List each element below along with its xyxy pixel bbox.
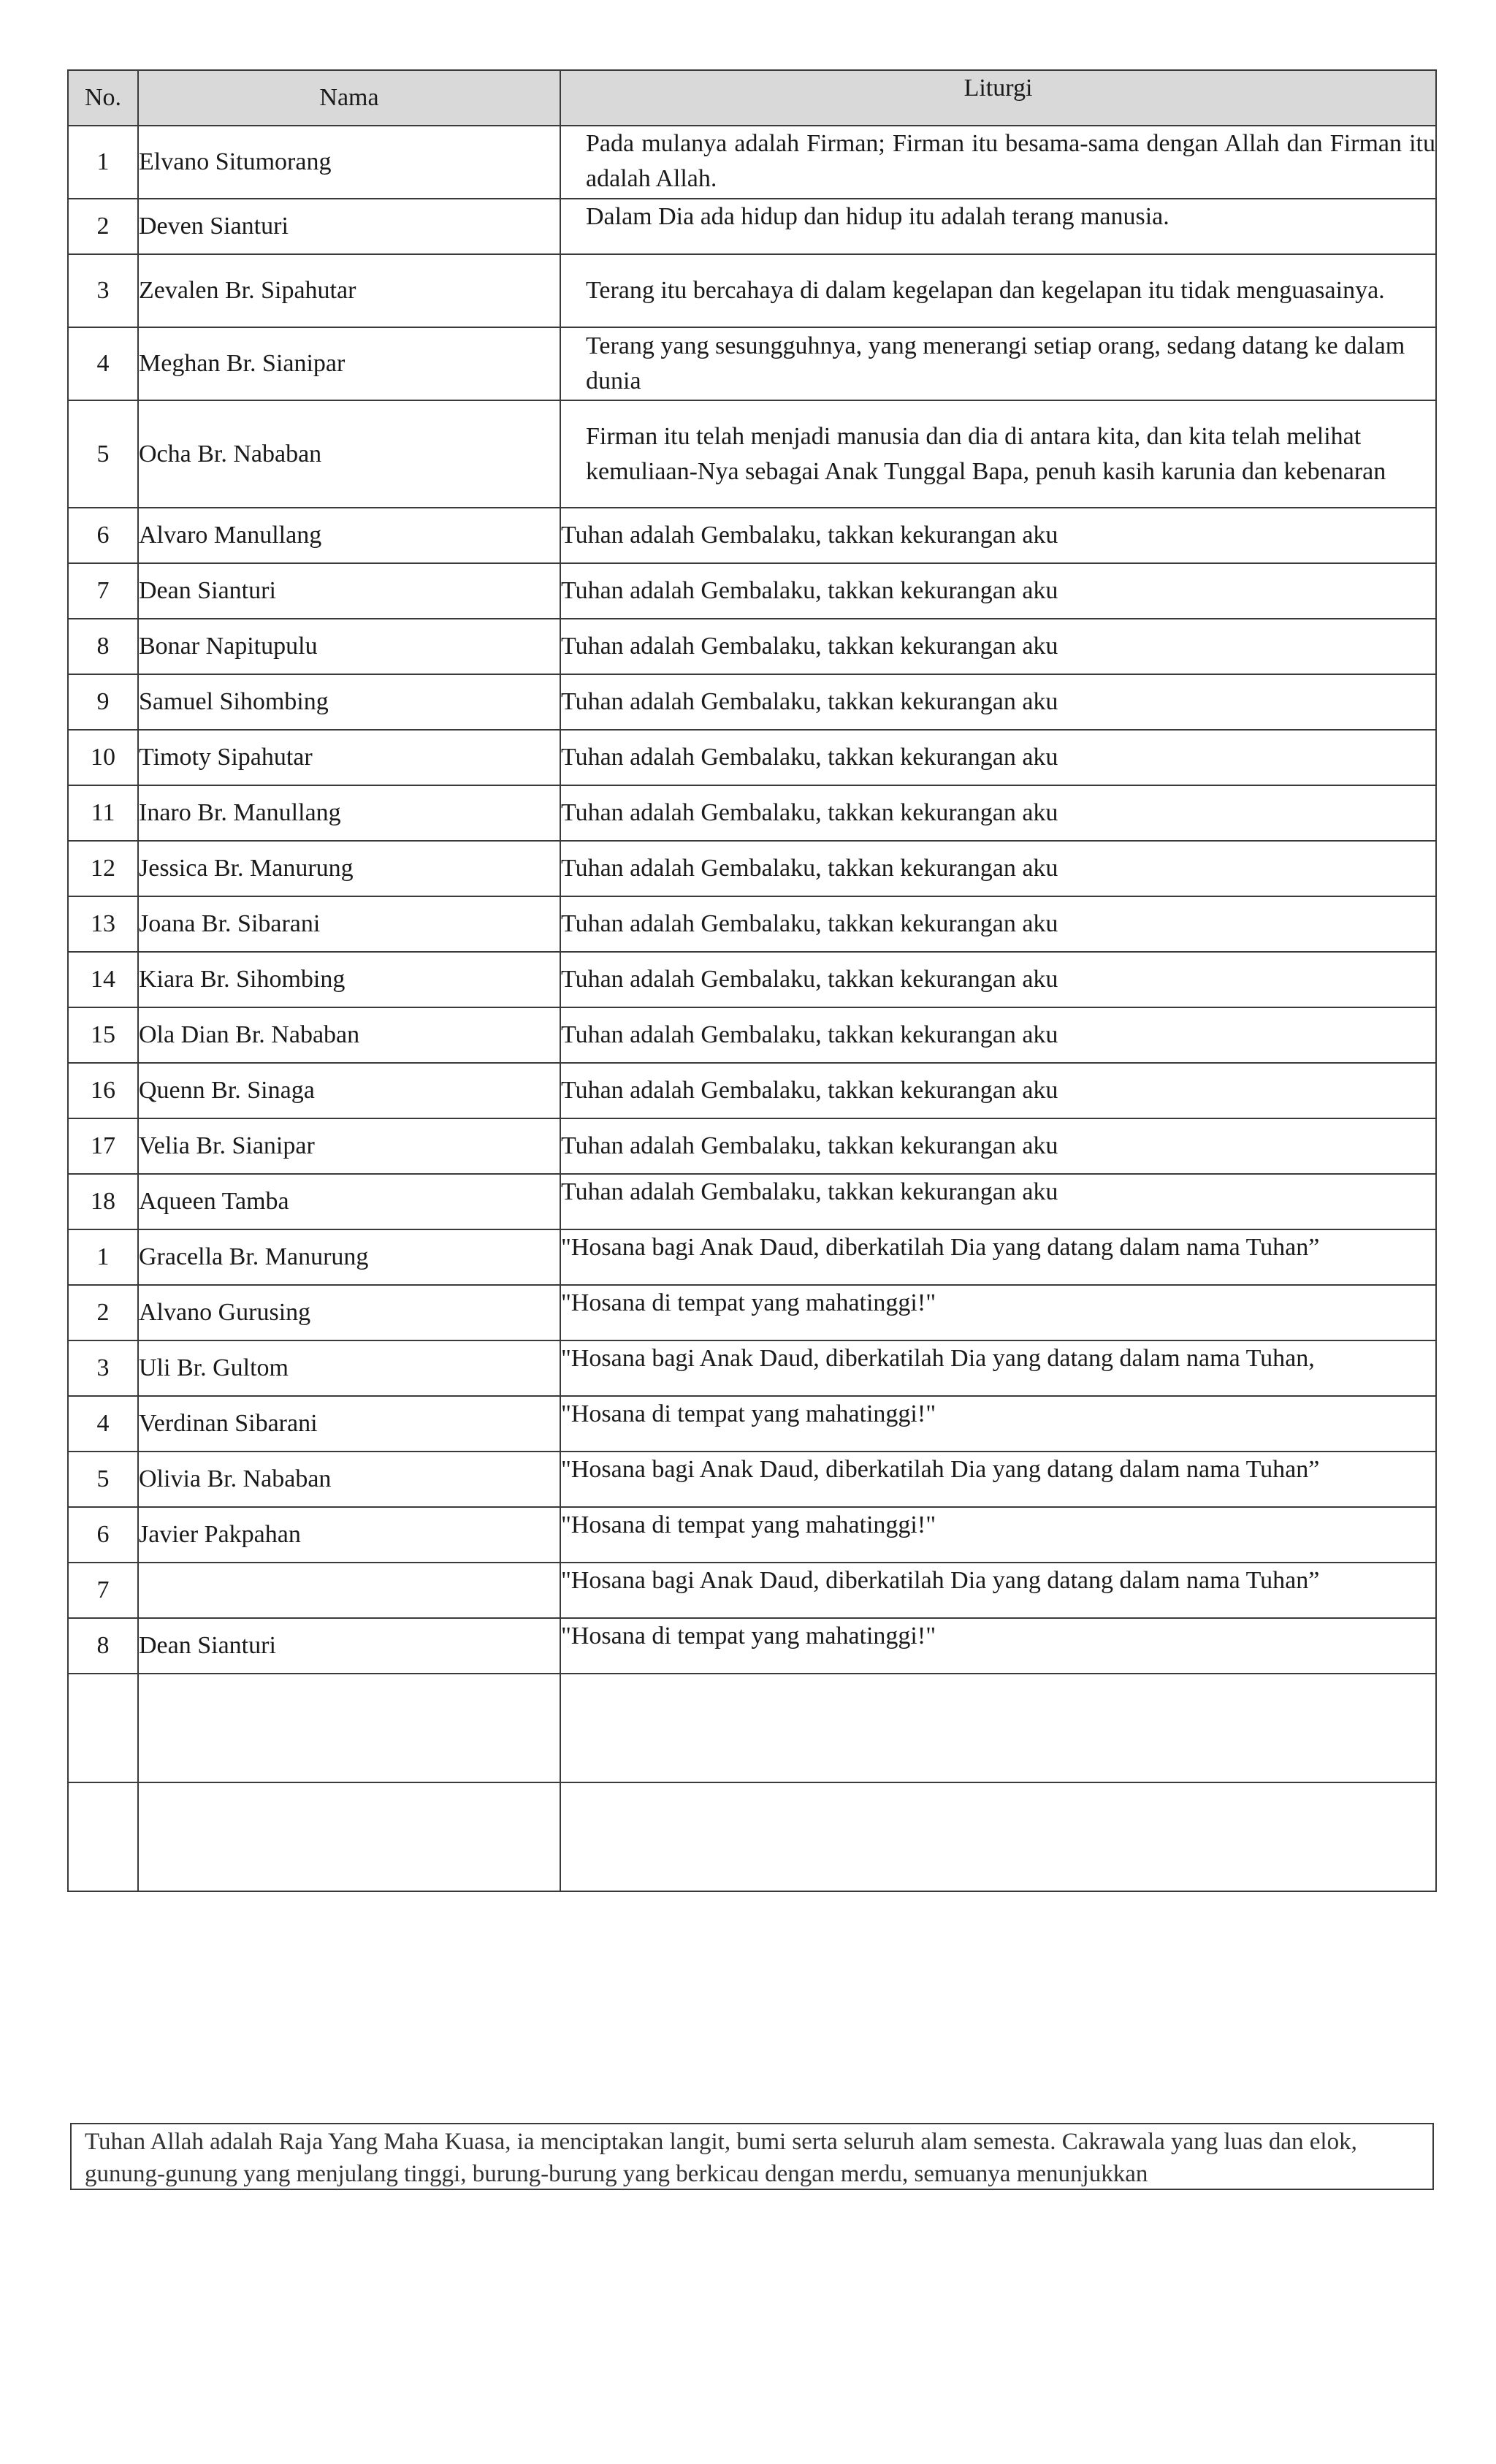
table-row [68,1507,1436,1563]
table-row [68,1174,1436,1229]
row-no: 9 [68,674,138,730]
row-no: 2 [68,199,138,254]
row-liturgi: Tuhan adalah Gembalaku, takkan kekurangan aku [560,730,1436,785]
row-no: 16 [68,1063,138,1118]
liturgy-table [67,69,1437,1892]
row-no: 8 [68,1618,138,1674]
table-row [68,785,1436,841]
row-nama: Joana Br. Sibarani [138,896,560,952]
table-header-row [68,70,1436,126]
row-nama: Jessica Br. Manurung [138,841,560,896]
row-no: 12 [68,841,138,896]
header-no: No. [68,70,138,126]
row-no: 3 [68,254,138,327]
table-row [68,400,1436,508]
row-no: 10 [68,730,138,785]
row-nama [138,1674,560,1782]
table-row [68,199,1436,254]
table-row [68,841,1436,896]
table-row [68,1396,1436,1452]
row-liturgi: Tuhan adalah Gembalaku, takkan kekurangan aku [560,1118,1436,1174]
row-nama: Javier Pakpahan [138,1507,560,1563]
row-nama: Samuel Sihombing [138,674,560,730]
row-no: 7 [68,1563,138,1618]
row-liturgi: Tuhan adalah Gembalaku, takkan kekurangan aku [560,508,1436,563]
table-row [68,1063,1436,1118]
table-row [68,126,1436,199]
row-nama: Kiara Br. Sihombing [138,952,560,1007]
row-nama: Uli Br. Gultom [138,1340,560,1396]
row-liturgi: Pada mulanya adalah Firman; Firman itu besama-sama dengan Allah dan Firman itu adalah Allah. [560,126,1436,199]
row-nama: Meghan Br. Sianipar [138,327,560,400]
row-liturgi: Tuhan adalah Gembalaku, takkan kekurangan aku [560,563,1436,619]
row-no: 5 [68,1452,138,1507]
table-row-empty [68,1782,1436,1891]
row-nama: Alvano Gurusing [138,1285,560,1340]
header-nama: Nama [138,70,560,126]
row-liturgi: "Hosana di tempat yang mahatinggi!" [560,1285,1436,1340]
row-no: 15 [68,1007,138,1063]
row-nama: Dean Sianturi [138,1618,560,1674]
row-no: 2 [68,1285,138,1340]
row-nama: Elvano Situmorang [138,126,560,199]
row-liturgi: "Hosana bagi Anak Daud, diberkatilah Dia yang datang dalam nama Tuhan” [560,1229,1436,1285]
table-row [68,563,1436,619]
row-liturgi [560,1782,1436,1891]
table-row [68,254,1436,327]
row-nama [138,1563,560,1618]
row-no: 5 [68,400,138,508]
row-no: 8 [68,619,138,674]
table-row [68,619,1436,674]
closing-paragraph: Tuhan Allah adalah Raja Yang Maha Kuasa, ia menciptakan langit, bumi serta seluruh alam semesta. Cakrawala yang luas dan elok, gunung-gunung yang menjulang tinggi, burung-burung yang berkicau dengan merdu, semuanya menunjukkan [85,2129,1357,2187]
row-no: 13 [68,896,138,952]
row-liturgi: Tuhan adalah Gembalaku, takkan kekurangan aku [560,896,1436,952]
row-no: 1 [68,1229,138,1285]
table-row [68,1007,1436,1063]
table-row [68,674,1436,730]
row-liturgi: "Hosana bagi Anak Daud, diberkatilah Dia yang datang dalam nama Tuhan, [560,1340,1436,1396]
row-nama: Verdinan Sibarani [138,1396,560,1452]
row-no: 6 [68,508,138,563]
row-nama: Ocha Br. Nababan [138,400,560,508]
closing-paragraph-box [70,2123,1434,2190]
table-row [68,1618,1436,1674]
table-row [68,1452,1436,1507]
table-row [68,1229,1436,1285]
row-nama: Quenn Br. Sinaga [138,1063,560,1118]
row-nama: Velia Br. Sianipar [138,1118,560,1174]
row-nama: Timoty Sipahutar [138,730,560,785]
row-liturgi: "Hosana bagi Anak Daud, diberkatilah Dia yang datang dalam nama Tuhan” [560,1452,1436,1507]
table-row [68,896,1436,952]
row-liturgi: Tuhan adalah Gembalaku, takkan kekurangan aku [560,841,1436,896]
row-no: 4 [68,1396,138,1452]
row-no [68,1782,138,1891]
row-liturgi: Tuhan adalah Gembalaku, takkan kekurangan aku [560,785,1436,841]
row-nama: Alvaro Manullang [138,508,560,563]
row-liturgi: Tuhan adalah Gembalaku, takkan kekurangan aku [560,1063,1436,1118]
row-no: 14 [68,952,138,1007]
row-liturgi: "Hosana di tempat yang mahatinggi!" [560,1507,1436,1563]
row-liturgi: Tuhan adalah Gembalaku, takkan kekurangan aku [560,1007,1436,1063]
table-row-empty [68,1674,1436,1782]
row-nama: Bonar Napitupulu [138,619,560,674]
row-liturgi: Tuhan adalah Gembalaku, takkan kekurangan aku [560,952,1436,1007]
table-row [68,508,1436,563]
table-row [68,1285,1436,1340]
row-nama: Aqueen Tamba [138,1174,560,1229]
table-row [68,1340,1436,1396]
row-nama [138,1782,560,1891]
row-nama: Olivia Br. Nababan [138,1452,560,1507]
row-nama: Dean Sianturi [138,563,560,619]
row-liturgi: "Hosana bagi Anak Daud, diberkatilah Dia yang datang dalam nama Tuhan” [560,1563,1436,1618]
row-nama: Deven Sianturi [138,199,560,254]
row-nama: Gracella Br. Manurung [138,1229,560,1285]
row-no: 7 [68,563,138,619]
table-row [68,327,1436,400]
row-nama: Inaro Br. Manullang [138,785,560,841]
row-liturgi: Terang itu bercahaya di dalam kegelapan dan kegelapan itu tidak menguasainya. [560,254,1436,327]
row-no: 11 [68,785,138,841]
row-no: 18 [68,1174,138,1229]
row-liturgi: Terang yang sesungguhnya, yang menerangi setiap orang, sedang datang ke dalam dunia [560,327,1436,400]
row-nama: Zevalen Br. Sipahutar [138,254,560,327]
row-no [68,1674,138,1782]
row-liturgi: Tuhan adalah Gembalaku, takkan kekurangan aku [560,674,1436,730]
row-liturgi: Firman itu telah menjadi manusia dan dia di antara kita, dan kita telah melihat kemuliaan-Nya sebagai Anak Tunggal Bapa, penuh kasih karunia dan kebenaran [560,400,1436,508]
table-row [68,952,1436,1007]
row-no: 1 [68,126,138,199]
row-no: 17 [68,1118,138,1174]
row-liturgi: "Hosana di tempat yang mahatinggi!" [560,1396,1436,1452]
table-row [68,1118,1436,1174]
header-liturgi: Liturgi [560,70,1436,126]
row-liturgi: Tuhan adalah Gembalaku, takkan kekurangan aku [560,1174,1436,1229]
table-row [68,730,1436,785]
row-liturgi [560,1674,1436,1782]
row-no: 3 [68,1340,138,1396]
row-liturgi: Dalam Dia ada hidup dan hidup itu adalah terang manusia. [560,199,1436,254]
row-liturgi: "Hosana di tempat yang mahatinggi!" [560,1618,1436,1674]
row-liturgi: Tuhan adalah Gembalaku, takkan kekurangan aku [560,619,1436,674]
table-row [68,1563,1436,1618]
row-no: 6 [68,1507,138,1563]
row-no: 4 [68,327,138,400]
row-nama: Ola Dian Br. Nababan [138,1007,560,1063]
